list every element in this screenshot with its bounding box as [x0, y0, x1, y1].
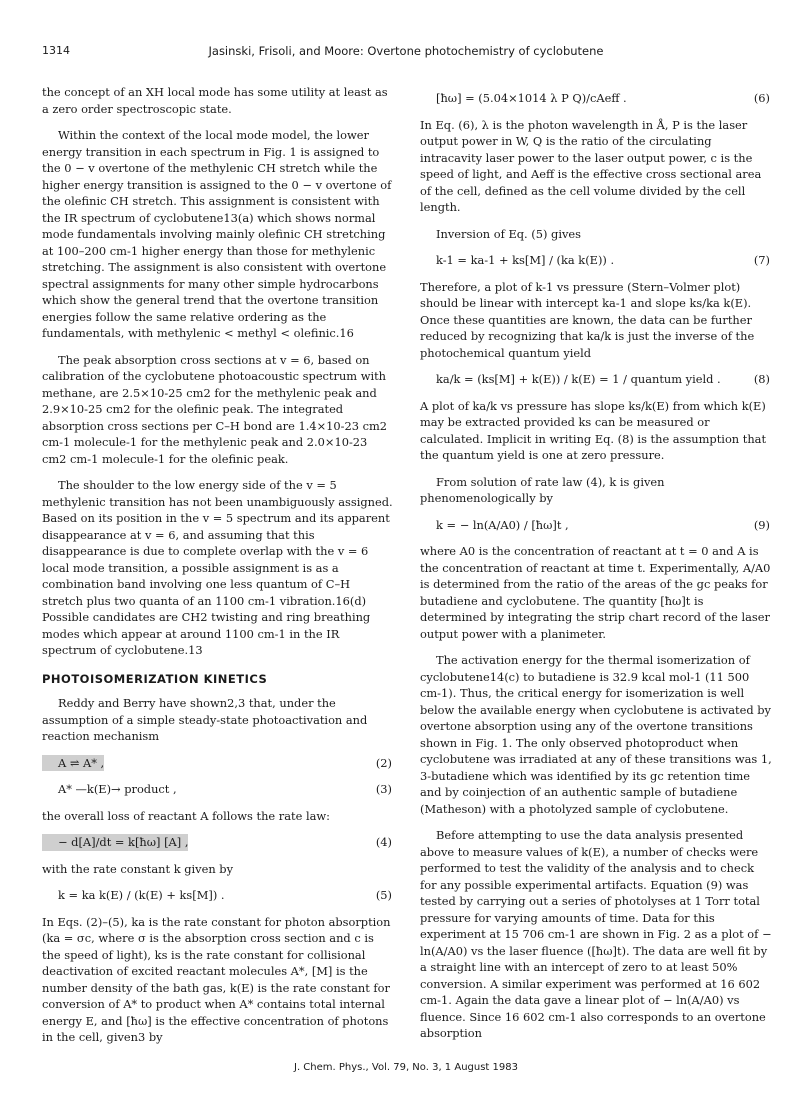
section-heading: PHOTOISOMERIZATION KINETICS — [42, 671, 268, 686]
equation-5 — [42, 887, 394, 904]
paragraph: Before attempting to use the data analysis presented above to measure values of k(E), a number of checks were performed to test the validity of the analysis and to check for any possible experimental artifacts. Equation (9) was tested by carrying out a series of photolyses at 1 Torr total pressure for varying amounts of time. Data for this experiment at 15 706 cm-1 are shown in Fig. 2 as a plot of − ln(A/A0) vs the laser fluence ([ħω]t). The data are well fit by a straight line with an intercept of zero to at least 50% conversion. A similar experiment was performed at 16 602 cm-1. Again the data gave a linear plot of − ln(A/A0) vs fluence. Since 16 602 cm-1 also corresponds to an overtone absorption — [420, 828, 772, 1040]
paragraph: with the rate constant k given by — [42, 861, 234, 876]
equation-number: (9) — [753, 517, 770, 532]
equation-4 — [42, 834, 394, 851]
paragraph: In Eqs. (2)–(5), ka is the rate constant for photon absorption (ka = σc, where σ is the absorption cross section and c is the speed of light), ks is the rate constant for collisional deactivation of excited reactant molecules A*, [M] is the number density of the bath gas, k(E) is the rate constant for conversion of A* to product when A* contains total internal energy E, and [ħω] is the effective concentration of photons in the cell, given3 by — [42, 914, 391, 1044]
paragraph: In Eq. (6), λ is the photon wavelength in Å, P is the laser output power in W, Q is the ratio of the circulating intracavity laser power to the laser output power, c is the speed of light, and Aeff is the effective cross sectional area of the cell, defined as the cell volume divided by the cell length. — [420, 117, 762, 214]
equation-2 — [42, 755, 394, 772]
left-column — [42, 84, 394, 1056]
paragraph: The activation energy for the thermal isomerization of cyclobutene14(c) to butadiene is 32.9 kcal mol-1 (11 500 cm-1). Thus, the critical energy for isomerization is well below the available energy when cyclobutene is activated by overtone absorption using any of the overtone transitions shown in Fig. 1. The only observed photoproduct when cyclobutene was irradiated at any of these transitions was 1, 3-butadiene which was identified by its gc retention time and by coinjection of an authentic sample of butadiene (Matheson) with a photolyzed sample of cyclobutene. — [420, 653, 772, 816]
paragraph: where A0 is the concentration of reactant at t = 0 and A is the concentration of reactant at time t. Experimentally, A/A0 is determined from the ratio of the areas of the gc peaks for butadiene and cyclobutene. The quantity [ħω]t is determined by integrating the strip chart record of the laser output power with a planimeter. — [420, 544, 771, 641]
right-column — [420, 84, 772, 1052]
paragraph: Therefore, a plot of k-1 vs pressure (Stern–Volmer plot) should be linear with intercept ka-1 and slope ks/ka k(E). Once these quantities are known, the data can be further reduced by recognizing that ka/k is just the inverse of the photochemical quantum yield — [420, 279, 755, 360]
paragraph: A plot of ka/k vs pressure has slope ks/k(E) from which k(E) may be extracted provided ks can be measured or calculated. Implicit in writing Eq. (8) is the assumption that the quantum yield is one at zero pressure. — [420, 398, 767, 462]
equation-expression: − d[A]/dt = k[ħω] [A] , — [42, 834, 188, 851]
equation-number: (8) — [753, 372, 770, 386]
paragraph: From solution of rate law (4), k is given phenomenologically by — [420, 474, 665, 505]
equation-expression: k = ka k(E) / (k(E) + ks[M]) . — [58, 888, 225, 902]
running-head: Jasinski, Frisoli, and Moore: Overtone photochemistry of cyclobutene — [208, 44, 604, 58]
paragraph: Reddy and Berry have shown2,3 that, under the assumption of a simple steady-state photoactivation and reaction mechanism — [42, 696, 368, 743]
equation-expression: A ⇌ A* , — [42, 755, 104, 772]
equation-number: (3) — [375, 782, 392, 796]
equation-number: (4) — [375, 835, 392, 849]
paragraph: Inversion of Eq. (5) gives — [436, 226, 582, 241]
paragraph: Within the context of the local mode model, the lower energy transition in each spectrum in Fig. 1 is assigned to the 0 − v overtone of the methylenic CH stretch while the higher energy transition is assigned to the 0 − v overtone of the olefinic CH stretch. This assignment is consistent with the IR spectrum of cyclobutene13(a) which shows normal mode fundamentals involving mainly olefinic CH stretching at 100–200 cm-1 higher energy than those for methylenic stretching. The assignment is also consistent with overtone spectral assignments for many other simple hydrocarbons which show the general trend that the overtone transition energies follow the same relative ordering as the fundamentals, with methylenic < methyl < olefinic.16 — [42, 128, 392, 340]
equation-9 — [420, 517, 772, 534]
equation-expression: k-1 = ka-1 + ks[M] / (ka k(E)) . — [436, 253, 615, 267]
paragraph: the overall loss of reactant A follows the rate law: — [42, 808, 330, 823]
equation-8 — [420, 371, 772, 388]
paragraph: The shoulder to the low energy side of the v = 5 methylenic transition has not been unambiguously assigned. Based on its position in the v = 5 spectrum and its apparent disappearance at v = 6, and assuming that this disappearance is due to complete overlap with the v = 6 local mode transition, a possible assignment is as a combination band involving one less quantum of C–H stretch plus two quanta of an 1100 cm-1 vibration.16(d) Possible candidates are CH2 twisting and ring breathing modes which appear at around 1100 cm-1 in the IR spectrum of cyclobutene.13 — [42, 478, 393, 657]
equation-expression: [ħω] = (5.04×1014 λ P Q)/cAeff . — [436, 91, 627, 105]
equation-number: (5) — [375, 888, 392, 902]
equation-number: (6) — [753, 91, 770, 105]
paragraph: The peak absorption cross sections at v = 6, based on calibration of the cyclobutene photoacoustic spectrum with methane, are 2.5×10-25 cm2 for the methylenic peak and 2.9×10-25 cm2 for the olefinic peak. The integrated absorption cross sections per C–H bond are 1.4×10-23 cm2 cm-1 molecule-1 for the methylenic peak and 2.0×10-23 cm2 cm-1 molecule-1 for the olefinic peak. — [42, 352, 388, 466]
equation-number: (7) — [753, 253, 770, 267]
equation-number: (2) — [375, 755, 392, 770]
equation-6 — [420, 90, 772, 107]
journal-footer: J. Chem. Phys., Vol. 79, No. 3, 1 August 1983 — [294, 1062, 518, 1073]
page-number: 1314 — [42, 44, 70, 57]
equation-3 — [42, 781, 394, 798]
paragraph: the concept of an XH local mode has some utility at least as a zero order spectroscopic state. — [42, 85, 388, 116]
equation-7 — [420, 252, 772, 269]
equation-expression: ka/k = (ks[M] + k(E)) / k(E) = 1 / quantum yield . — [436, 372, 721, 386]
equation-expression: k = − ln(A/A0) / [ħω]t , — [436, 517, 569, 532]
equation-expression: A* —k(E)→ product , — [58, 782, 177, 796]
